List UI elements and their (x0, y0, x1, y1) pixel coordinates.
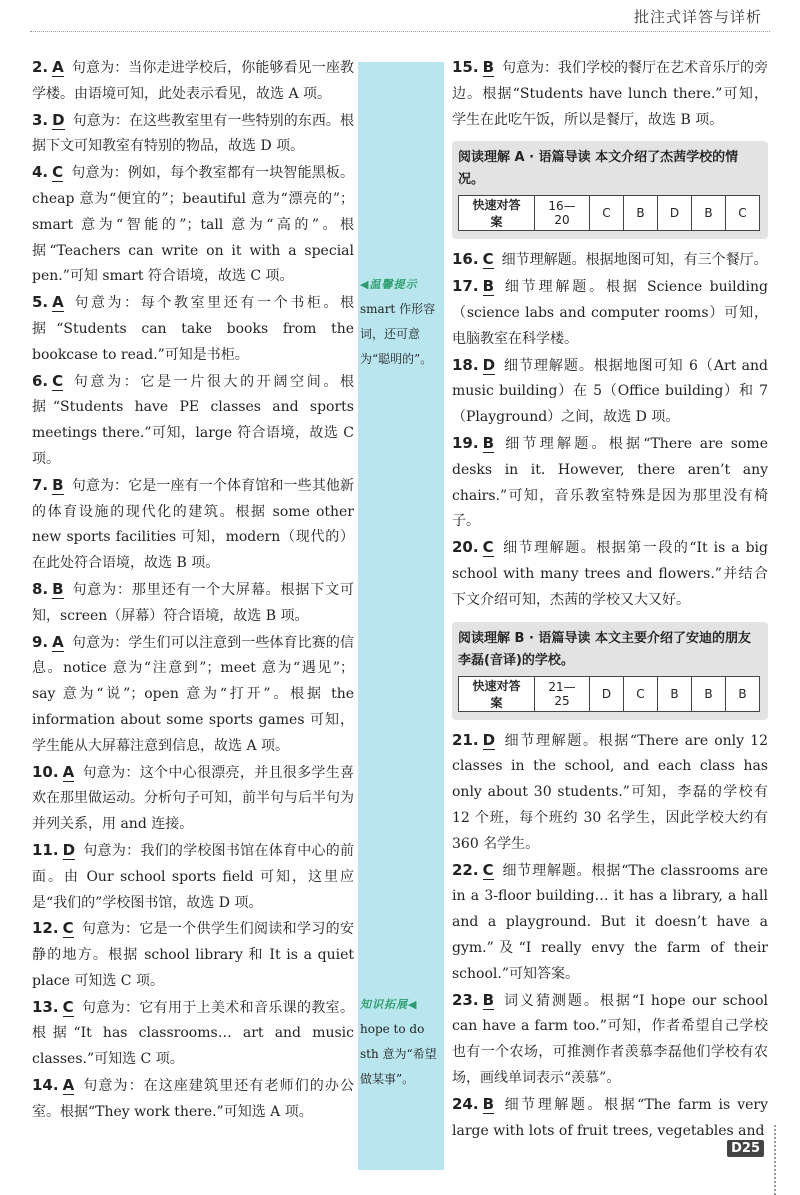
answer-item: 15. B 句意为：我们学校的餐厅在艺术音乐厅的旁边。根据“Students have lunch there.”可知，学生在此吃午饭，所以是餐厅，故选 B 项。 (452, 58, 769, 128)
answer-item: 10. A 句意为：这个中心很漂亮，并且很多学生喜欢在那里做运动。分析句子可知，前半句与后半句为并列关系，用 and 连接。 (32, 762, 354, 833)
answer-table-cell: B (692, 196, 726, 231)
margin-note-extension (360, 992, 444, 1092)
margin-note-tip-title: ◀温馨提示 (360, 278, 418, 291)
answer-item: 13. C 句意为：它有用于上美术和音乐课的教室。根据“It has classrooms… art and music classes.”可知选 C 项。 (32, 997, 354, 1068)
answer-table-cell: B (692, 676, 726, 711)
answer-table-cell: D (658, 196, 692, 231)
answer-item: 5. A 句意为：每个教室里还有一个书柜。根据“Students can take books from the bookcase to read.”可知是书柜。 (32, 293, 354, 363)
answer-item: 11. D 句意为：我们的学校图书馆在体育中心的前面。由 Our school sports field 可知，这里应是“我们的”学校图书馆，故选 D 项。 (32, 840, 354, 911)
reading-b-intro-box (452, 622, 768, 720)
margin-note-tip-text: smart 作形容词，还可意为“聪明的”。 (360, 302, 436, 366)
answer-item: 9. A 句意为：学生们可以注意到一些体育比赛的信息。notice 意为“注意到”；meet 意为“遇见”；say 意为“说”；open 意为“打开”。根据 the information about some sports games 可知，学生能从大屏幕注意到信息，故选 A 项。 (32, 632, 354, 754)
margin-note-tip (360, 272, 444, 372)
answer-table-cell: B (726, 676, 760, 711)
reading-b-intro: 阅读理解 B · 语篇导读 本文主要介绍了安迪的朋友李磊(音译)的学校。 (458, 630, 751, 668)
answer-item: 7. B 句意为：它是一座有一个体育馆和一些其他新的体育设施的现代化的建筑。根据 some other new sports facilities 可知，modern（现代的）在此处符合语境，故选 B 项。 (32, 475, 354, 572)
answer-item: 16. C 细节理解题。根据地图可知，有三个餐厅。 (452, 250, 768, 269)
margin-note-extension-text: hope to do sth 意为“希望做某事”。 (360, 1022, 437, 1086)
header-divider (30, 31, 770, 32)
answer-item: 22. C 细节理解题。根据“The classrooms are in a 3-floor building… it has a library, a hall and a playground. But it doesn’t have a gym.”及“I really envy the farm of their school.”可知答案。 (452, 860, 768, 982)
answer-table-cell: C (590, 196, 624, 231)
answer-item: 20. C 细节理解题。根据第一段的“It is a big school with many trees and flowers.”并结合下文介绍可知，杰茜的学校又大又好。 (452, 538, 768, 608)
answer-item: 12. C 句意为：它是一个供学生们阅读和学习的安静的地方。根据 school library 和 It is a quiet place 可知选 C 项。 (32, 919, 354, 989)
answer-item: 3. D 句意为：在这些教室里有一些特别的东西。根据下文可知教室有特别的物品，故选 D 项。 (32, 110, 354, 155)
answer-item: 4. C 句意为：例如，每个教室都有一块智能黑板。cheap 意为“便宜的”；beautiful 意为“漂亮的”；smart 意为“智能的”；tall 意为“高的”。根据“Teachers can write on it with a special pen.”可知 smart 符合语境，故选 C 项。 (32, 163, 354, 285)
arrow-left-icon: ◀ (360, 278, 370, 291)
answer-table-range: 16—20 (535, 196, 590, 231)
answer-item: 2. A 句意为：当你走进学校后，你能够看见一座教学楼。由语境可知，此处表示看见，故选 A 项。 (32, 58, 354, 102)
answer-item: 21. D 细节理解题。根据“There are only 12 classes in the school, and each class has only about 30 students.”可知，李磊的学校有 12 个班，每个班约 30 名学生，因此学校大约有 360 名学生。 (452, 730, 768, 852)
answer-table-cell: C (726, 196, 760, 231)
answer-item: 19. B 细节理解题。根据“There are some desks in it. However, there aren’t any chairs.”可知，音乐教室特殊是因为那里没有椅子。 (452, 433, 768, 530)
page-number: D25 (727, 1140, 764, 1157)
reading-a-intro-box (452, 141, 768, 239)
answer-item: 18. D 细节理解题。根据地图可知 6（Art and music building）在 5（Office building）和 7（Playground）之间，故选 D 项。 (452, 355, 768, 426)
answer-item: 24. B 细节理解题。根据“The farm is very large with lots of fruit trees, vegetables and (452, 1094, 768, 1139)
answer-item: 6. C 句意为：它是一片很大的开阔空间。根据“Students have PE classes and sports meetings there.”可知，large 符合语境，故选 C 项。 (32, 371, 354, 467)
arrow-right-icon: ◀ (408, 998, 418, 1011)
answer-table-label: 快速对答案 (459, 676, 535, 711)
left-column (32, 55, 354, 1126)
answer-table-cell: B (658, 676, 692, 711)
answer-item: 14. A 句意为：在这座建筑里还有老师们的办公室。根据“They work there.”可知选 A 项。 (32, 1076, 354, 1120)
answer-item: 8. B 句意为：那里还有一个大屏幕。根据下文可知，screen（屏幕）符合语境，故选 B 项。 (32, 579, 354, 624)
answer-table-range: 21—25 (535, 676, 590, 711)
reading-a-answer-table (458, 195, 760, 231)
answer-table-cell: C (624, 676, 658, 711)
corner-dotted-rule (774, 1125, 794, 1195)
answer-table-label: 快速对答案 (459, 196, 535, 231)
margin-note-extension-title: 知识拓展◀ (360, 998, 418, 1011)
reading-b-answer-table (458, 676, 760, 712)
answer-item: 23. B 词义猜测题。根据“I hope our school can have a farm too.”可知，作者希望自己学校也有一个农场，可推测作者羡慕李磊他们学校有农场，画线单词表示“羡慕”。 (452, 990, 768, 1086)
reading-a-intro: 阅读理解 A · 语篇导读 本文介绍了杰茜学校的情况。 (458, 150, 739, 188)
right-column (452, 55, 768, 1144)
answer-table-cell: D (590, 676, 624, 711)
answer-table-cell: B (624, 196, 658, 231)
answer-item: 17. B 细节理解题。根据 Science building（science labs and computer rooms）可知，电脑教室在科学楼。 (452, 277, 768, 347)
page-header-title: 批注式详答与详析 (633, 8, 762, 26)
